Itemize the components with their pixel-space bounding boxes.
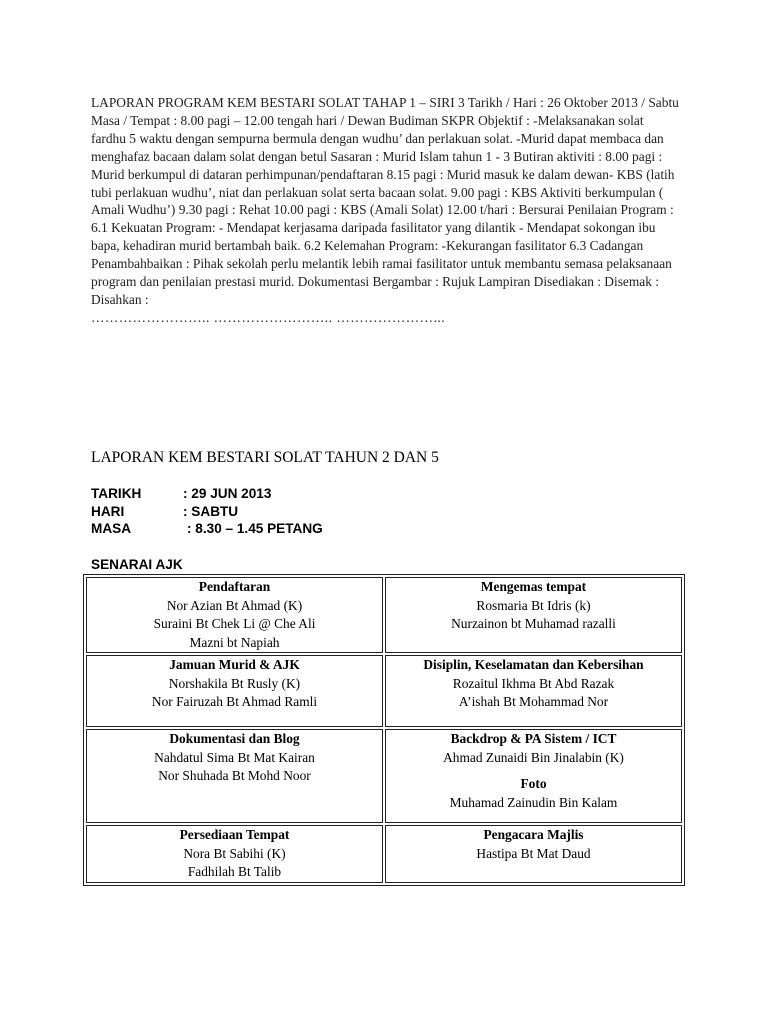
cell-persediaan-tempat [86,825,383,883]
table-row [86,825,682,883]
cell-backdrop-foto [385,729,682,823]
member-name: Mazni bt Napiah [189,634,280,650]
member-name: Norshakila Bt Rusly (K) [168,675,301,691]
cell-heading: Mengemas tempat [480,579,587,594]
member-name: Hastipa Bt Mat Daud [476,845,591,861]
senarai-ajk-heading: SENARAI AJK [91,557,183,572]
table-row [86,577,682,653]
member-name: Muhamad Zainudin Bin Kalam [449,794,618,810]
member-name: Nurzainon bt Muhamad razalli [451,616,616,631]
hari-row [91,503,323,521]
tarikh-value: : 29 JUN 2013 [183,486,272,501]
report-info [91,485,323,538]
intro-paragraph [91,94,681,327]
ajk-table [83,574,685,886]
cell-disiplin [385,655,682,727]
member-name: Nora Bt Sabihi (K) [183,845,286,861]
masa-value: : 8.30 – 1.45 PETANG [187,521,323,536]
member-name: Nor Shuhada Bt Mohd Noor [158,768,311,783]
member-name: Fadhilah Bt Talib [187,864,282,879]
cell-heading: Persediaan Tempat [179,827,290,842]
signature-dots: …………………….. …………………….. …………………... [91,309,446,325]
member-name: Suraini Bt Chek Li @ Che Ali [153,616,316,631]
member-name: Rozaitul Ikhma Bt Abd Razak [452,675,615,691]
member-name: Nor Azian Bt Ahmad (K) [166,597,303,613]
member-name: A’ishah Bt Mohammad Nor [458,694,609,709]
masa-row [91,520,323,538]
cell-heading: Jamuan Murid & AJK [169,657,300,672]
cell-pengacara-majlis [385,825,682,883]
table-row [86,729,682,823]
cell-mengemas-tempat [385,577,682,653]
hari-value: : SABTU [183,503,239,519]
tarikh-label: TARIKH [91,486,142,501]
cell-heading: Disiplin, Keselamatan dan Kebersihan [423,657,644,672]
cell-heading: Pengacara Majlis [483,827,584,842]
cell-dokumentasi [86,729,383,823]
tarikh-row [91,485,323,503]
cell-heading: Dokumentasi dan Blog [169,731,300,746]
table-row [86,655,682,727]
cell-subheading: Foto [520,776,547,791]
cell-heading: Pendaftaran [198,579,271,594]
member-name: Nor Fairuzah Bt Ahmad Ramli [151,694,318,709]
member-name: Nahdatul Sima Bt Mat Kairan [154,749,315,765]
cell-pendaftaran [86,577,383,653]
cell-jamuan [86,655,383,727]
report-title: LAPORAN KEM BESTARI SOLAT TAHUN 2 DAN 5 [91,449,439,466]
member-name: Rosmaria Bt Idris (k) [476,597,591,613]
intro-text: LAPORAN PROGRAM KEM BESTARI SOLAT TAHAP 1 – SIRI 3 Tarikh / Hari : 26 Oktober 2013 / Sabtu Masa / Tempat : 8.00 pagi – 12.00 tengah hari / Dewan Budiman SKPR Objektif : -Melaksanakan solat fardhu 5 waktu dengan sempurna bermula dengan wudhu’ dan perlakuan solat. -Murid dapat membaca dan menghafaz bacaan dalam solat dengan betul Sasaran : Murid Islam tahun 1 - 3 Butiran aktiviti : 8.00 pagi : Murid berkumpul di dataran perhimpunan/pendaftaran 8.15 pagi : Murid masuk ke dalam dewan- KBS (latih tubi perlakuan wudhu’, niat dan perlakuan solat serta bacaan solat. 9.00 pagi : KBS Aktiviti berkumpulan ( Amali Wudhu’) 9.30 pagi : Rehat 10.00 pagi : KBS (Amali Solat) 12.00 t/hari : Bersurai Penilaian Program : 6.1 Kekuatan Program: - Mendapat kerjasama daripada fasilitator yang dilantik - Mendapat sokongan ibu bapa, kehadiran murid bertambah baik. 6.2 Kelemahan Program: -Kekurangan fasilitator 6.3 Cadangan Penambahbaikan : Pihak sekolah perlu melantik lebih ramai fasilitator untuk membantu semasa pelaksanaan program dan penilaian prestasi murid. Dokumentasi Bergambar : Rujuk Lampiran Disediakan : Disemak : Disahkan : [91,95,679,307]
member-name: Ahmad Zunaidi Bin Jinalabin (K) [443,749,624,765]
cell-heading: Backdrop & PA Sistem / ICT [450,731,617,746]
hari-label: HARI [91,503,125,519]
masa-label: MASA [91,521,132,536]
